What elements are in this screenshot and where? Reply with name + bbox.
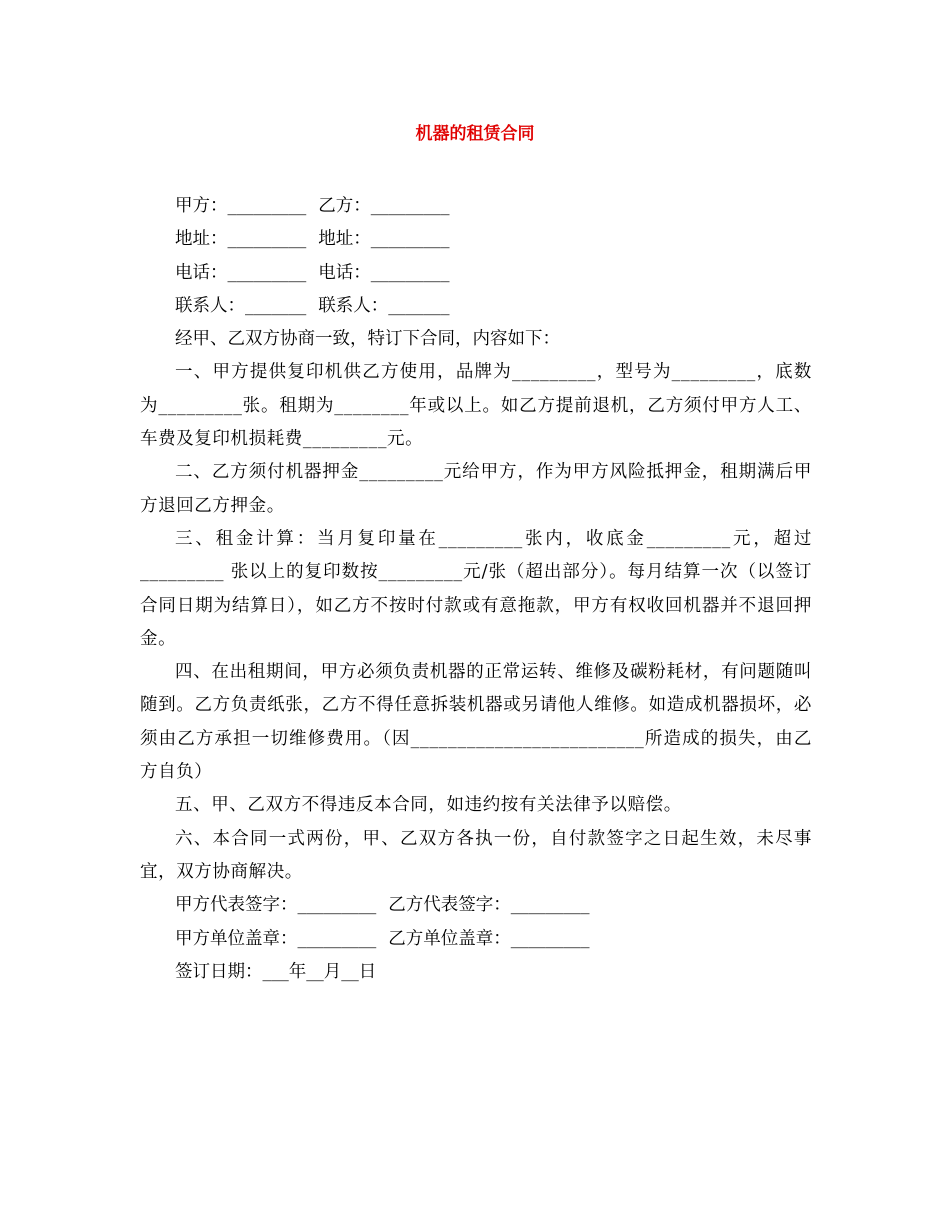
party-b-field: 乙方：_________ bbox=[318, 196, 450, 216]
document-body bbox=[140, 190, 812, 989]
rep-b-signature-field: 乙方代表签字：_________ bbox=[388, 895, 590, 916]
document-title: 机器的租赁合同 bbox=[415, 124, 535, 144]
party-a-field: 甲方：_________ bbox=[175, 196, 307, 216]
contact-b-field: 联系人：_______ bbox=[318, 295, 450, 316]
clause-3: 三、租金计算：当月复印量在_________张内，收底金_________元，超过_________ 张以上的复印数按_________元/张（超出部分）。每月结算一次（以签订合同日期为结算日），如乙方不按时付款或有意拖款，甲方有权收回机器并不退回押金。 bbox=[140, 528, 812, 649]
clause-5: 五、甲、乙双方不得违反本合同，如违约按有关法律予以赔偿。 bbox=[175, 795, 682, 816]
party-row bbox=[140, 190, 812, 223]
representative-signature-row bbox=[140, 889, 812, 922]
seal-b-field: 乙方单位盖章：_________ bbox=[388, 928, 590, 949]
phone-row bbox=[140, 257, 812, 290]
seal-a-field: 甲方单位盖章：_________ bbox=[175, 928, 377, 949]
intro-paragraph: 经甲、乙双方协商一致，特订下合同，内容如下： bbox=[175, 329, 560, 350]
address-row bbox=[140, 223, 812, 256]
contact-row bbox=[140, 290, 812, 323]
signing-date-field: 签订日期：___年__月__日 bbox=[175, 961, 377, 982]
clause-2: 二、乙方须付机器押金_________元给甲方，作为甲方风险抵押金，租期满后甲方退回乙方押金。 bbox=[140, 462, 812, 516]
clause-4: 四、在出租期间，甲方必须负责机器的正常运转、维修及碳粉耗材，有问题随叫随到。乙方负责纸张，乙方不得任意拆装机器或另请他人维修。如造成机器损坏，必须由乙方承担一切维修费用。（因_________________________所造成的损失，由乙方自负） bbox=[140, 662, 812, 783]
rep-a-signature-field: 甲方代表签字：_________ bbox=[175, 895, 377, 916]
phone-a-field: 电话：_________ bbox=[175, 262, 307, 283]
phone-b-field: 电话：_________ bbox=[318, 262, 450, 283]
contact-a-field: 联系人：_______ bbox=[175, 295, 307, 316]
clause-1: 一、甲方提供复印机供乙方使用，品牌为_________，型号为_________，底数为_________张。租期为________年或以上。如乙方提前退机，乙方须付甲方人工、车费及复印机损耗费_________元。 bbox=[140, 362, 812, 450]
address-b-field: 地址：_________ bbox=[318, 229, 450, 250]
address-a-field: 地址：_________ bbox=[175, 229, 307, 250]
clause-6: 六、本合同一式两份，甲、乙双方各执一份，自付款签字之日起生效，未尽事宜，双方协商解决。 bbox=[140, 828, 812, 882]
seal-row bbox=[140, 923, 812, 956]
